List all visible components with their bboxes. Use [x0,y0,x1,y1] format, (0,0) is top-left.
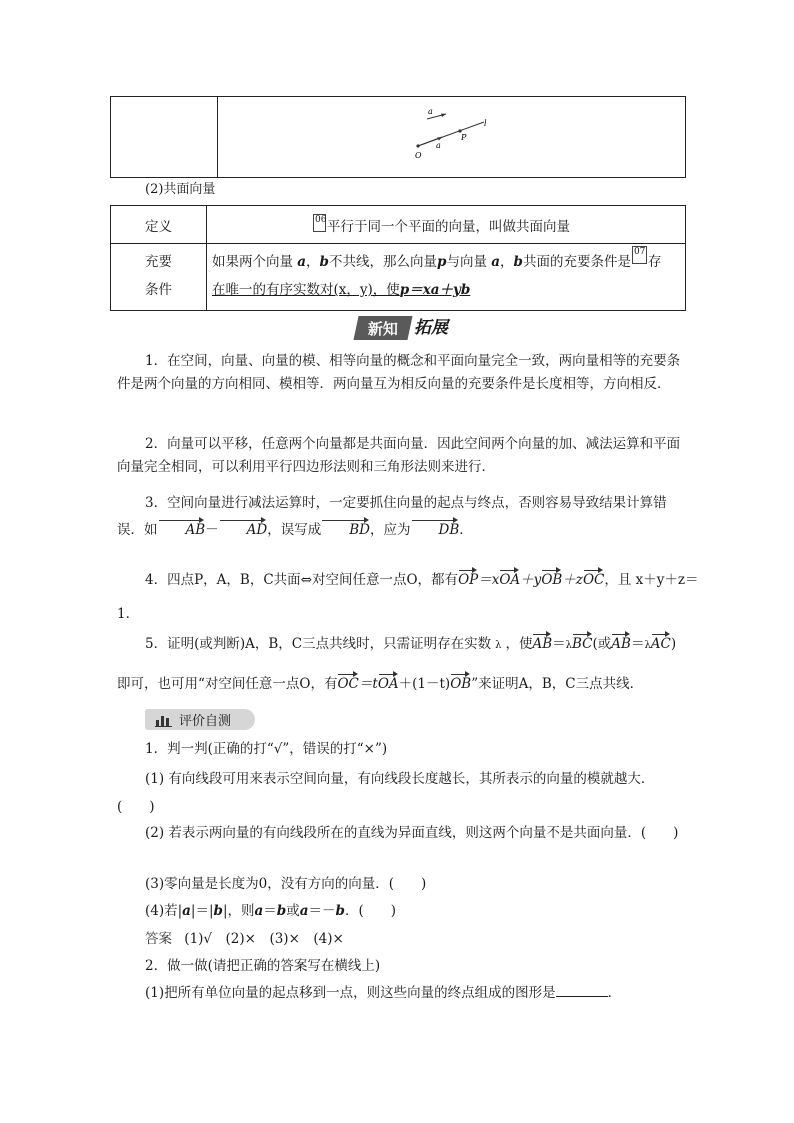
q1-4-text-b: |＝| [190,903,214,919]
q2-1-answer-blank[interactable] [556,982,608,997]
blank-number-06: 06 [313,214,326,232]
cond-text-c: 与向量 [446,254,487,270]
definition-label [111,206,206,243]
cond-vec-a: a [297,254,307,270]
vec-OB: OB [541,567,562,587]
cond-text-e: 存 [647,254,662,270]
definition-label-text: 定义 [145,218,172,235]
item3-text-b: ，误写成 [267,522,322,538]
item4-line1 [117,566,699,594]
q1-4-text-g: ．( ) [344,903,396,919]
item5-close: ) [670,636,677,652]
coplanar-col-divider [206,205,207,310]
vec-AB-2: AB [532,631,552,651]
definition-cell [312,206,682,243]
cond-sep2: ， [500,254,514,270]
item4-eq: ＝x [478,572,500,588]
extension-title: 拓展 [414,318,448,338]
item5-or: (或 [592,636,612,652]
q1-4-vec-a3: a [299,903,309,919]
condition-line1 [212,248,682,276]
vec-OA: OA [499,567,520,587]
vec-BD: BD [321,517,370,537]
q1-4-text-d: ＝ [263,903,277,919]
item5-eq2: ＝ [630,636,645,652]
cond-vec-a2: a [491,254,500,270]
q2-1-end: ． [607,985,622,1001]
label-a-vec: a [428,107,433,116]
item5-text-c: 即可，也可用“对空间任意一点O，有 [117,676,338,692]
item5-plus: ＋(1－t) [398,676,451,692]
condition-label-line2: 条件 [145,282,172,298]
cond-sep1: ， [306,254,320,270]
item3-minus: － [205,522,219,538]
item4-text-b: ，且 x＋y＋z＝ [604,572,699,588]
vec-AD: AD [219,517,268,537]
vec-DB: DB [411,517,460,537]
extension-item-1: 1．在空间，向量、向量的模、相等向量的概念和平面向量完全一致，两向量相等的充要条件是两个向量的方向相同、模相等．两向量互为相反向量的充要条件是长度相等，方向相反． [117,353,681,392]
top-table [110,96,686,178]
collinear-vector-figure [400,100,510,162]
condition-cell [212,248,682,304]
answer-label: 答案 [145,931,172,947]
item5-text-b: ，使 [505,636,533,652]
vec-OP: OP [458,567,478,587]
vec-BC: BC [572,631,593,651]
item3-text-d: ． [459,522,473,538]
item5-text-d: ”来证明A，B，C三点共线． [471,676,644,692]
cond-text-a: 如果两个向量 [212,254,293,270]
cond-text-b: 不共线，那么向量 [329,254,437,270]
extension-item-4 [117,566,699,628]
coplanar-heading: (2)共面向量 [145,182,216,197]
item5-line1 [117,630,683,660]
item5-lambda: λ [495,640,502,651]
q1-4-vec-a2: a [254,903,264,919]
vec-OB-2: OB [450,671,471,691]
q1-item-3: (3)零向量是长度为0，没有方向的向量．( ) [145,876,427,892]
q1-4-text-e: 或 [286,903,300,919]
label-a-on-line: a [436,141,441,150]
q1-item-1: (1) 有向线段可用来表示空间向量，有向线段长度越长，其所表示的向量的模就越大．( ) [117,771,655,815]
point-O [416,144,419,147]
cond-vec-b2: b [513,254,523,270]
extension-item-2: 2．向量可以平移，任意两个向量都是共面向量．因此空间两个向量的加、减法运算和平面向量完全相同，可以利用平行四边形法则和三角形法则来进行． [117,436,681,475]
item5-text-a: 5．证明(或判断)A，B，C三点共线时，只需证明存在实数 [145,636,492,652]
bar-chart-icon [155,713,173,727]
q2-1-text: (1)把所有单位向量的起点移到一点，则这些向量的终点组成的图形是 [145,985,556,1001]
definition-text: 平行于同一个平面的向量，叫做共面向量 [327,218,570,235]
item5-lambda3: λ [644,640,651,651]
vec-AC: AC [651,631,671,651]
q2-item-1 [117,982,683,1005]
badge-text: 新知 [367,319,398,338]
q1-4-text-f: ＝－ [308,903,336,919]
q1-4-vec-b2: b [276,903,287,919]
vec-AB-3: AB [611,631,631,651]
coplanar-row-divider [110,243,685,244]
item5-eq3: ＝t [358,676,378,692]
extension-item-3 [117,490,683,544]
label-P: P [461,133,467,142]
new-knowledge-badge [353,316,412,340]
vec-OA-2: OA [378,671,399,691]
condition-line2 [212,276,682,304]
q1-title: 1．判一判(正确的打“√”，错误的打“×”) [145,741,388,757]
cond-text-d: 共面的充要条件是 [522,254,631,270]
cond-formula: p＝xa＋yb [399,282,471,298]
blank-number-07: 07 [632,246,647,264]
self-evaluation-title: 评价自测 [179,714,232,729]
q1-item-4 [117,900,683,923]
cond-text-line2: 在唯一的有序实数对(x，y)，使 [212,282,400,298]
cond-vec-b: b [319,254,329,270]
item5-line2 [117,670,683,698]
item4-line2: 1． [117,606,140,622]
label-l: l [484,119,487,128]
item5-eq: ＝ [552,636,566,652]
q2-title: 2．做一做(请把正确的答案写在横线上) [145,958,381,974]
item4-plus-z: ＋z [562,572,583,588]
self-evaluation-heading [145,709,255,730]
q1-4-text-a: (4)若| [145,903,183,919]
item4-plus-y: ＋y [520,572,542,588]
item4-text-a: 4．四点P，A，B，C共面⇔对空间任意一点O，都有 [145,572,459,588]
item3-text-a: 3．空间向量进行减法运算时，一定要抓住向量的起点与终点，否则容易导致结果计算错误．如 [117,495,667,538]
cond-vec-p: p [437,254,447,270]
q1-item-2: (2) 若表示两向量的有向线段所在的直线为异面直线，则这两个向量不是共面向量．( ) [145,825,679,841]
answer-text: (1)√ (2)× (3)× (4)× [184,931,344,947]
condition-label [111,248,206,304]
extension-item-5 [117,630,683,698]
q1-4-text-c: |，则 [222,903,255,919]
vec-AB: AB [158,517,206,537]
item5-lambda2: λ [565,640,572,651]
item3-text-c: ，应为 [370,522,411,538]
vec-OC: OC [583,567,604,587]
q1-4-vec-b3: b [335,903,345,919]
q1-4-vec-a1: a [182,903,191,919]
answer-line [117,928,711,951]
q1-4-vec-b1: b [213,903,223,919]
condition-label-line1: 充要 [145,254,172,270]
vec-OC-2: OC [337,671,358,691]
label-O: O [415,151,422,160]
top-table-divider [217,96,218,177]
